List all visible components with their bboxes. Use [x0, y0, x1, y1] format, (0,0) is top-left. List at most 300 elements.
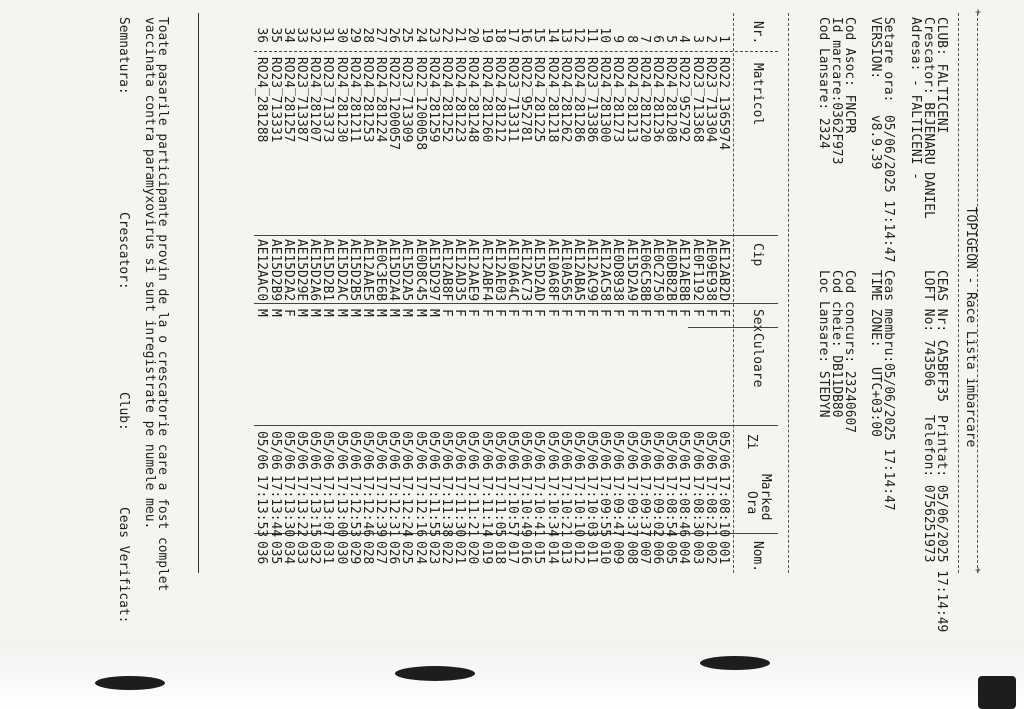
cell-sex: F: [702, 309, 718, 317]
cell-nom: 025: [399, 541, 415, 565]
scan-border: [0, 640, 1024, 709]
cell-ora: 17:12:31: [386, 475, 402, 538]
club-line: CLUB: FALTICENI: [934, 17, 949, 134]
cell-zi: 05/06: [452, 431, 468, 470]
table-row: [400, 13, 413, 573]
scan-shadow-mark: [395, 666, 475, 681]
cell-matricol: RO24_281212: [491, 57, 507, 143]
cell-matricol: RO23_713373: [320, 57, 336, 143]
cell-matricol: RO24_281288: [254, 57, 270, 143]
cell-zi: 05/06: [373, 431, 389, 470]
cell-cip: AE10A64C: [505, 239, 520, 302]
cell-ora: 17:12:16: [412, 475, 428, 538]
cell-nr: 1: [716, 35, 731, 43]
cell-zi: 05/06: [570, 431, 586, 470]
cell-cip: AE09E938: [702, 239, 718, 302]
cell-ora: 17:11:38: [439, 475, 455, 538]
cell-nom: 011: [584, 541, 600, 565]
cell-cip: AE12AE8B: [676, 239, 692, 302]
cell-cip: AE12AC73: [518, 239, 534, 302]
cell-zi: 05/06: [597, 431, 613, 470]
cell-nr: 15: [531, 27, 547, 43]
cell-zi: 05/06: [333, 431, 349, 470]
cell-nom: 021: [452, 541, 468, 565]
cell-cip: AE15D2A9: [623, 239, 639, 302]
cell-ora: 17:13:22: [294, 475, 309, 538]
cell-nom: 030: [333, 541, 349, 565]
cell-sex: F: [544, 309, 560, 317]
cell-ora: 17:11:05: [491, 475, 507, 538]
cell-cip: AE15D2A6: [307, 239, 323, 302]
cell-sex: M: [333, 309, 349, 317]
cod-concurs: Cod concurs: 23240607: [842, 270, 857, 433]
cell-cip: AE12AD35: [452, 239, 468, 302]
cod-cheie: Cod cheie: DB11DB80: [829, 270, 844, 418]
cell-nr: 23: [425, 27, 441, 43]
cell-nom: 024: [412, 541, 428, 565]
cell-sex: M: [254, 309, 270, 317]
cell-zi: 05/06: [676, 431, 692, 470]
cell-matricol: RO23_713331: [267, 57, 283, 143]
col-zi-header: Zi: [744, 434, 759, 450]
cell-ora: 17:13:00: [333, 475, 349, 538]
crescator-signature-label: Crescator:: [116, 212, 131, 290]
basket-list-table: [254, 13, 778, 573]
cell-matricol: RO22_1200058: [412, 57, 428, 151]
cell-sex: M: [320, 309, 336, 317]
cell-matricol: RO24_281259: [425, 57, 441, 143]
table-header: [738, 13, 778, 573]
table-row: [717, 13, 730, 573]
table-row: [361, 13, 374, 573]
cell-nom: 035: [267, 541, 283, 565]
cell-nom: 009: [610, 541, 626, 565]
cell-nom: 003: [689, 541, 705, 565]
col-nr-header: Nr.: [750, 21, 765, 45]
table-row: [690, 13, 703, 573]
col-sex-header: Sex: [750, 309, 765, 333]
cell-zi: 05/06: [359, 431, 375, 470]
cell-sex: F: [280, 309, 296, 317]
cell-matricol: RO24_281218: [544, 57, 560, 143]
cell-matricol: RO23_713387: [294, 57, 309, 143]
cell-ora: 17:12:53: [346, 475, 362, 538]
cell-nr: 31: [320, 27, 336, 43]
table-row: [545, 13, 558, 573]
cell-nom: 015: [531, 541, 547, 565]
cell-nom: 034: [280, 541, 296, 565]
cell-cip: AE15D2B1: [320, 239, 336, 302]
cell-sex: F: [623, 309, 639, 317]
table-row: [268, 13, 281, 573]
time-zone-value: UTC+03:00: [868, 367, 883, 437]
cell-matricol: RO24_281236: [650, 57, 666, 143]
cell-nom: 006: [650, 541, 666, 565]
cell-nr: 24: [412, 27, 428, 43]
loc-lansare: Loc Lansare: STEDYN: [816, 270, 831, 418]
cell-matricol: RO24_281262: [557, 57, 573, 143]
cell-sex: M: [307, 309, 323, 317]
table-row: [479, 13, 492, 573]
cell-matricol: RO24_281223: [452, 57, 468, 143]
cell-zi: 05/06: [267, 431, 283, 470]
table-row: [611, 13, 624, 573]
cell-sex: F: [505, 309, 520, 317]
corner-mark: +: [972, 9, 983, 16]
cell-nom: 013: [557, 541, 573, 565]
cell-nr: 33: [294, 27, 309, 43]
cell-nr: 10: [597, 27, 613, 43]
cell-matricol: RO24_281220: [636, 57, 652, 143]
table-header-rule: [733, 13, 734, 573]
cell-matricol: RO24_281257: [280, 57, 296, 143]
cell-cip: AE10A565: [557, 239, 573, 302]
col-marked-header: Marked: [758, 474, 773, 521]
cell-matricol: RO24_281224: [373, 57, 389, 143]
cell-nom: 023: [425, 541, 441, 565]
cell-nr: 7: [636, 35, 652, 43]
cell-matricol: RO23_713368: [689, 57, 705, 143]
cell-zi: 05/06: [491, 431, 507, 470]
cell-zi: 05/06: [663, 431, 679, 470]
cell-nom: 028: [359, 541, 375, 565]
ceas-nr: CEAS Nr: CA5BFF35: [934, 270, 949, 402]
cell-sex: F: [452, 309, 468, 317]
cell-sex: F: [557, 309, 573, 317]
cell-sex: M: [386, 309, 402, 317]
table-row: [506, 13, 519, 573]
vaccination-statement-line1: Toate pasarile participante provin de la o crescatorie care a fost complet: [155, 17, 170, 592]
cell-sex: F: [570, 309, 586, 317]
table-row: [664, 13, 677, 573]
cell-zi: 05/06: [399, 431, 415, 470]
cell-matricol: RO22_952792: [676, 57, 692, 143]
cell-ora: 17:12:39: [373, 475, 389, 538]
cell-zi: 05/06: [439, 431, 455, 470]
cell-matricol: RO24_281300: [597, 57, 613, 143]
cell-matricol: RO24_281286: [570, 57, 586, 143]
signature-label: Semnatura:: [116, 17, 131, 95]
cell-ora: 17:10:41: [531, 475, 547, 538]
scan-shadow-mark: [700, 656, 770, 670]
cell-zi: 05/06: [702, 431, 718, 470]
club-signature-label: Club:: [116, 392, 131, 431]
cell-matricol: RO24_281213: [623, 57, 639, 143]
cell-ora: 17:10:34: [544, 475, 560, 538]
cell-nr: 27: [373, 27, 389, 43]
cell-cip: AE0C3E6B: [373, 239, 389, 302]
setare-ora-value: 05/06/2025 17:14:47: [881, 115, 896, 263]
cell-ora: 17:11:21: [465, 475, 481, 538]
cell-ora: 17:08:10: [716, 475, 731, 538]
cell-sex: M: [294, 309, 309, 317]
cell-sex: F: [531, 309, 547, 317]
telefon: Telefon: 0756251973: [921, 415, 936, 563]
cell-matricol: RO24_281230: [333, 57, 349, 143]
cell-nr: 34: [280, 27, 296, 43]
cell-nom: 017: [505, 541, 520, 565]
cell-nom: 029: [346, 541, 362, 565]
cell-cip: AE15D2AC: [333, 239, 349, 302]
loft-no: LOFT No: 743506: [921, 270, 936, 387]
cell-sex: M: [359, 309, 375, 317]
cell-zi: 05/06: [557, 431, 573, 470]
cell-ora: 17:08:54: [663, 475, 679, 538]
cell-cip: AE12AB2D: [716, 239, 731, 302]
scan-shadow-mark: [978, 676, 1016, 709]
table-row: [334, 13, 347, 573]
cell-nom: 001: [716, 541, 731, 565]
cell-ora: 17:10:57: [505, 475, 520, 538]
printat: Printat: 05/06/2025 17:14:49: [934, 415, 949, 633]
table-row: [308, 13, 321, 573]
cell-zi: 05/06: [254, 431, 270, 470]
cell-zi: 05/06: [518, 431, 534, 470]
cell-nom: 027: [373, 541, 389, 565]
cell-nr: 14: [544, 27, 560, 43]
cell-zi: 05/06: [531, 431, 547, 470]
cell-zi: 05/06: [650, 431, 666, 470]
cell-nr: 30: [333, 27, 349, 43]
cell-nom: 036: [254, 541, 270, 565]
table-row: [255, 13, 268, 573]
cell-cip: AE12AAE9: [465, 239, 481, 302]
cell-cip: AE0D8938: [610, 239, 626, 302]
table-row: [414, 13, 427, 573]
table-row: [519, 13, 532, 573]
col-cip-header: Cip: [750, 243, 765, 267]
cell-nr: 25: [399, 27, 415, 43]
cell-zi: 05/06: [584, 431, 600, 470]
cell-zi: 05/06: [623, 431, 639, 470]
table-row: [321, 13, 334, 573]
col-matricol-header: Matricol: [750, 63, 765, 126]
cell-nr: 11: [584, 27, 600, 43]
table-row: [625, 13, 638, 573]
cell-sex: F: [478, 309, 494, 317]
cell-sex: F: [689, 309, 705, 317]
cell-cip: AE12AAE5: [359, 239, 375, 302]
time-zone-label: TIME ZONE:: [868, 270, 883, 348]
table-row: [493, 13, 506, 573]
cell-nom: 014: [544, 541, 560, 565]
cell-zi: 05/06: [465, 431, 481, 470]
cell-sex: M: [412, 309, 428, 317]
cell-nom: 002: [702, 541, 718, 565]
cell-sex: F: [663, 309, 679, 317]
cell-ora: 17:09:37: [636, 475, 652, 538]
cell-nr: 17: [505, 27, 520, 43]
cell-ora: 17:10:49: [518, 475, 534, 538]
cell-zi: 05/06: [294, 431, 309, 470]
cell-cip: AE15D2B5: [346, 239, 362, 302]
header-bottom-rule: [788, 13, 789, 573]
cod-lansare: Cod Lansare: 2324: [816, 17, 831, 149]
cell-sex: F: [597, 309, 613, 317]
cell-matricol: RO22_1365974: [716, 57, 731, 151]
cell-matricol: RO23_713304: [702, 57, 718, 143]
cell-nr: 22: [439, 27, 455, 43]
cell-ora: 17:08:30: [689, 475, 705, 538]
cell-cip: AE06C58B: [636, 239, 652, 302]
setare-ora-label: Setare ora:: [881, 17, 896, 103]
cell-matricol: RO24_281260: [478, 57, 494, 143]
cell-sex: M: [346, 309, 362, 317]
cell-ora: 17:10:21: [557, 475, 573, 538]
table-row: [532, 13, 545, 573]
table-row: [585, 13, 598, 573]
cell-ora: 17:10:03: [584, 475, 600, 538]
cell-ora: 17:09:37: [623, 475, 639, 538]
ceas-membru: Ceas membru:05/06/2025 17:14:47: [881, 270, 896, 511]
cell-cip: AE12AAC0: [254, 239, 270, 302]
cell-zi: 05/06: [320, 431, 336, 470]
cell-cip: AE12AB8F: [439, 239, 455, 302]
cell-sex: F: [676, 309, 692, 317]
cell-cip: AE15D2A2: [280, 239, 296, 302]
cell-cip: AE12AC58: [597, 239, 613, 302]
version-value: v8.9.39: [868, 115, 883, 170]
cell-nr: 18: [491, 27, 507, 43]
table-row: [572, 13, 585, 573]
cell-cip: AE12AE03: [491, 239, 507, 302]
cell-nom: 005: [663, 541, 679, 565]
cell-nr: 6: [650, 35, 666, 43]
cell-nr: 29: [346, 27, 362, 43]
cell-zi: 05/06: [716, 431, 731, 470]
cell-nr: 19: [478, 27, 494, 43]
cell-matricol: RO24_281273: [610, 57, 626, 143]
cell-nr: 32: [307, 27, 323, 43]
cell-nr: 4: [676, 35, 692, 43]
cell-nom: 022: [439, 541, 455, 565]
table-row: [427, 13, 440, 573]
cell-matricol: RO24_281208: [663, 57, 679, 143]
cell-matricol: RO24_281225: [531, 57, 547, 143]
cell-nr: 21: [452, 27, 468, 43]
cell-nr: 16: [518, 27, 534, 43]
cell-sex: F: [584, 309, 600, 317]
cell-matricol: RO23_713309: [399, 57, 415, 143]
cell-nom: 032: [307, 541, 323, 565]
table-row: [638, 13, 651, 573]
cell-cip: AE15D29E: [294, 239, 309, 302]
cell-ora: 17:13:07: [320, 475, 336, 538]
cell-zi: 05/06: [346, 431, 362, 470]
crescator-line: Crescator: BEJENARU DANIEL: [921, 17, 936, 219]
cell-ora: 17:11:55: [425, 475, 441, 538]
cell-zi: 05/06: [610, 431, 626, 470]
cell-matricol: RO24_281252: [439, 57, 455, 143]
col-culoare-header: Culoare: [750, 333, 765, 388]
cell-cip: AE12ABF4: [478, 239, 494, 302]
cell-matricol: RO22_1200057: [386, 57, 402, 151]
cell-cip: AE12ABA5: [570, 239, 586, 302]
footer-top-rule: [198, 13, 199, 573]
cell-sex: F: [465, 309, 481, 317]
scan-shadow-mark: [95, 676, 165, 690]
cell-nom: 007: [636, 541, 652, 565]
cell-sex: F: [518, 309, 534, 317]
cell-cip: AE0F1192: [689, 239, 705, 302]
col-ora-header: Ora: [744, 491, 759, 515]
cell-nom: 018: [491, 541, 507, 565]
cell-zi: 05/06: [425, 431, 441, 470]
cell-nr: 28: [359, 27, 375, 43]
cell-ora: 17:12:46: [359, 475, 375, 538]
table-row: [559, 13, 572, 573]
table-body: [255, 13, 730, 573]
cell-ora: 17:09:55: [597, 475, 613, 538]
id-marcare: Id marcare:0362F973: [829, 17, 844, 165]
cell-nr: 2: [702, 35, 718, 43]
cell-matricol: RO22_952781: [518, 57, 534, 143]
cell-matricol: RO24_281207: [307, 57, 323, 143]
corner-mark: +: [972, 567, 983, 574]
cell-sex: M: [373, 309, 389, 317]
cell-matricol: RO24_281253: [359, 57, 375, 143]
cell-nom: 012: [570, 541, 586, 565]
cell-matricol: RO23_713386: [584, 57, 600, 143]
cell-ora: 17:11:30: [452, 475, 468, 538]
cell-zi: 05/06: [307, 431, 323, 470]
cell-sex: F: [716, 309, 731, 317]
cell-nom: 008: [623, 541, 639, 565]
cell-zi: 05/06: [386, 431, 402, 470]
ceas-verificat-label: Ceas Verificat:: [116, 507, 131, 624]
report-title: TOPIGEON - Race Lista imbarcare: [963, 206, 978, 448]
cell-zi: 05/06: [505, 431, 520, 470]
table-row: [374, 13, 387, 573]
cell-nr: 12: [570, 27, 586, 43]
cell-cip: AE0DB82B: [663, 239, 679, 302]
cell-cip: AE15D2AD: [531, 239, 547, 302]
cell-sex: M: [425, 309, 441, 317]
cell-nom: 031: [320, 541, 336, 565]
cell-ora: 17:13:15: [307, 475, 323, 538]
cell-ora: 17:10:10: [570, 475, 586, 538]
cell-nom: 016: [518, 541, 534, 565]
table-row: [387, 13, 400, 573]
cell-nr: 9: [610, 35, 626, 43]
adresa-line: Adresa: - FALTICENI -: [908, 17, 923, 180]
cell-nr: 5: [663, 35, 679, 43]
cell-ora: 17:13:53: [254, 475, 270, 538]
rotated-page: [0, 7, 985, 647]
cell-nr: 8: [623, 35, 639, 43]
cell-sex: F: [439, 309, 455, 317]
cell-cip: AE15D2B9: [267, 239, 283, 302]
table-row: [677, 13, 690, 573]
table-row: [453, 13, 466, 573]
cell-ora: 17:12:24: [399, 475, 415, 538]
cell-ora: 17:09:47: [610, 475, 626, 538]
table-row: [282, 13, 295, 573]
cell-nom: 019: [478, 541, 494, 565]
cell-zi: 05/06: [636, 431, 652, 470]
cell-ora: 17:13:30: [280, 475, 296, 538]
cell-nr: 13: [557, 27, 573, 43]
cell-nom: 010: [597, 541, 613, 565]
cell-ora: 17:11:14: [478, 475, 494, 538]
cell-nom: 020: [465, 541, 481, 565]
cell-cip: AE15D2A4: [386, 239, 402, 302]
cell-zi: 05/06: [478, 431, 494, 470]
cell-nr: 20: [465, 27, 481, 43]
table-row: [295, 13, 308, 573]
cell-zi: 05/06: [412, 431, 428, 470]
cell-cip: AE15D297: [425, 239, 441, 302]
